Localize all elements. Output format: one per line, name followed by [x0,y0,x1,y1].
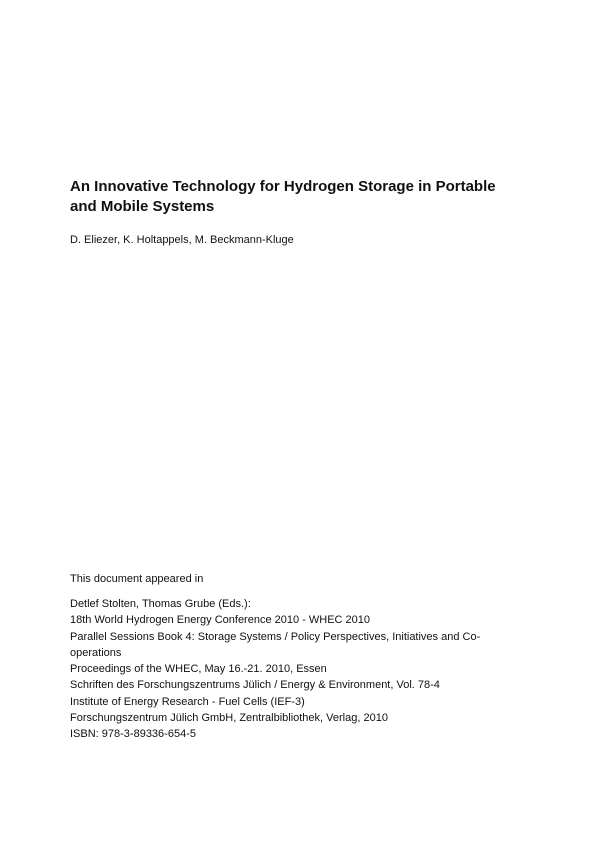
editors-line: Detlef Stolten, Thomas Grube (Eds.): [70,598,251,610]
publisher-line: Forschungszentrum Jülich GmbH, Zentralbibliothek, Verlag, 2010 [70,712,388,725]
conference-line: 18th World Hydrogen Energy Conference 2010 - WHEC 2010 [70,614,371,627]
title-line-2: and Mobile Systems [70,198,215,215]
author-list: D. Eliezer, K. Holtappels, M. Beckmann-Kluge [70,234,294,246]
isbn-line: ISBN: 978-3-89336-654-5 [70,728,196,741]
series-line: Schriften des Forschungszentrums Jülich / Energy & Environment, Vol. 78-4 [70,679,440,692]
title-line-1: An Innovative Technology for Hydrogen Storage in Portable [70,178,496,195]
appeared-in-label: This document appeared in [70,573,204,585]
document-title [70,177,540,217]
session-book-line: Parallel Sessions Book 4: Storage Systems / Policy Perspectives, Initiatives and Co- [70,630,481,643]
session-book-continuation: operations [70,646,122,659]
publication-details [70,596,540,743]
proceedings-line: Proceedings of the WHEC, May 16.-21. 2010, Essen [70,663,327,676]
institute-line: Institute of Energy Research - Fuel Cells (IEF-3) [70,695,305,708]
